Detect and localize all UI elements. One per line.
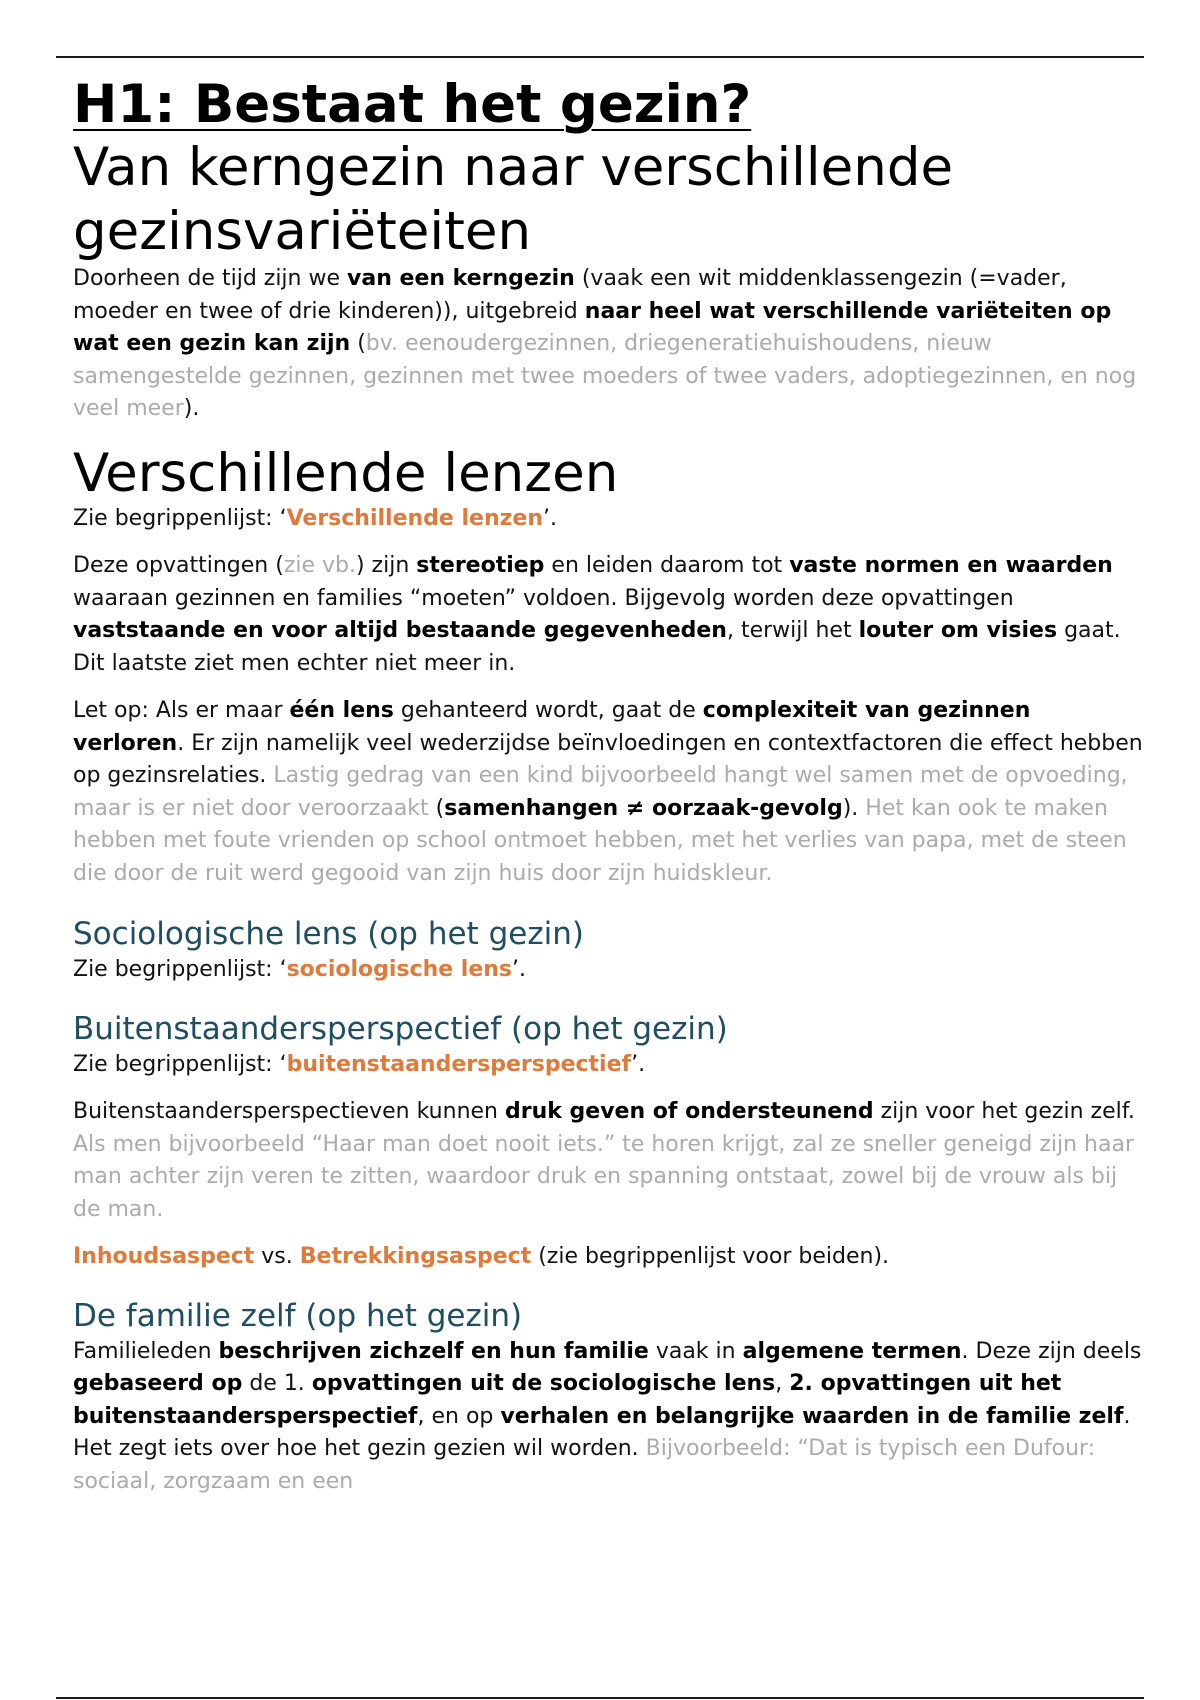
glossary-reference — [73, 954, 1143, 987]
text: Deze opvattingen ( — [73, 553, 284, 578]
glossary-term: buitenstaandersperspectief — [286, 1051, 632, 1077]
section-heading-kerngezin: Van kerngezin naar verschillende gezinsvariëteiten — [73, 137, 954, 262]
example-text: zie vb. — [283, 553, 356, 578]
text: de 1. — [242, 1371, 312, 1396]
text: . Het zegt iets over hoe het gezin gezien wil worden. — [73, 1403, 1131, 1461]
text: gehanteerd wordt, gaat de — [393, 698, 703, 723]
text: gaat. Dit laatste ziet men echter niet meer in. — [73, 618, 1121, 676]
section-heading-lenzen: Verschillende lenzen — [73, 442, 619, 504]
text: . Er zijn namelijk veel wederzijdse beïnvloedingen en contextfactoren die effect hebben op gezinsrelaties. — [73, 730, 1143, 788]
bold-text: opvattingen uit de sociologische lens — [311, 1371, 776, 1396]
bold-text: 2. opvattingen uit het buitenstaandersperspectief — [73, 1371, 1062, 1429]
text: ’. — [543, 505, 558, 531]
subheading-buitenstaandersperspectief: Buitenstaandersperspectief (op het gezin) — [73, 1010, 728, 1047]
text: zijn voor het gezin zelf. — [873, 1099, 1135, 1124]
bold-text: vaste normen en waarden — [789, 553, 1113, 578]
paragraph-familie-zelf — [73, 1336, 1143, 1499]
text: ) zijn — [355, 553, 417, 578]
example-text: bv. eenoudergezinnen, driegeneratiehuishoudens, nieuw samengestelde gezinnen, gezinnen met twee moeders of twee vaders, adoptiegezinnen, en nog veel meer — [73, 331, 1137, 421]
page-title: H1: Bestaat het gezin? — [73, 74, 752, 135]
glossary-reference — [73, 1049, 1143, 1082]
text: vaak in — [648, 1338, 743, 1364]
glossary-term: Verschillende lenzen — [286, 505, 544, 531]
example-text: Als men bijvoorbeeld “Haar man doet nooit iets.” te horen krijgt, zal ze sneller geneigd zijn haar man achter zijn veren te zitten, waardoor druk en spanning ontstaat, zowel bij de vrouw als bij de man. — [73, 1131, 1135, 1222]
text: ). — [842, 795, 866, 821]
bold-text: louter om visies — [858, 618, 1058, 643]
text: Buitenstaandersperspectieven kunnen — [73, 1099, 505, 1124]
bold-text: stereotiep — [416, 553, 545, 578]
text: (zie begrippenlijst voor beiden). — [531, 1244, 890, 1269]
glossary-term: Inhoudsaspect — [73, 1244, 255, 1269]
example-text: Lastig gedrag van een kind bijvoorbeeld hangt wel samen met de opvoeding, maar is er niet door veroorzaakt — [73, 763, 1128, 821]
paragraph-kerngezin — [73, 263, 1143, 426]
bold-text: verhalen en belangrijke waarden in de familie zelf — [500, 1403, 1124, 1429]
text: waaraan gezinnen en families “moeten” voldoen. Bijgevolg worden deze opvattingen — [73, 585, 1014, 611]
subheading-sociologische-lens: Sociologische lens (op het gezin) — [73, 916, 584, 952]
bold-text: algemene termen — [742, 1338, 962, 1364]
example-text: Bijvoorbeeld: “Dat is typisch een Dufour: sociaal, zorgzaam en een — [73, 1436, 1096, 1494]
text: ’. — [631, 1051, 646, 1077]
bold-text: beschrijven zichzelf en hun familie — [218, 1338, 649, 1364]
text: Zie begrippenlijst: ‘ — [73, 957, 287, 982]
text: Familieleden — [73, 1338, 219, 1364]
text: en leiden daarom tot — [544, 553, 790, 578]
text: ’. — [512, 957, 527, 982]
paragraph-aspecten — [73, 1241, 1143, 1274]
bold-text: druk geven of ondersteunend — [505, 1099, 874, 1124]
bold-text: van een kerngezin — [347, 266, 575, 291]
text: Zie begrippenlijst: ‘ — [73, 1051, 287, 1077]
text: , — [775, 1371, 790, 1396]
text: (vaak een wit middenklassengezin (=vader, moeder en twee of drie kinderen)), uitgebreid — [73, 266, 1067, 324]
text: vs. — [254, 1244, 300, 1269]
paragraph-opvattingen — [73, 550, 1143, 680]
text: Let op: Als er maar — [73, 698, 290, 723]
paragraph-buitenstaanders — [73, 1096, 1143, 1226]
text: Doorheen de tijd zijn we — [73, 266, 348, 291]
text: . Deze zijn deels — [961, 1338, 1142, 1364]
text: Zie begrippenlijst: ‘ — [73, 505, 287, 531]
bottom-rule — [56, 1697, 1144, 1699]
text: , terwijl het — [726, 618, 859, 643]
text: ( — [350, 331, 366, 356]
paragraph-let-op — [73, 695, 1143, 890]
subheading-familie-zelf: De familie zelf (op het gezin) — [73, 1297, 523, 1334]
bold-text: complexiteit van gezinnen verloren — [73, 698, 1031, 756]
text: , en op — [417, 1403, 501, 1429]
bold-text: één lens — [289, 698, 394, 723]
glossary-term: Betrekkingsaspect — [299, 1244, 532, 1269]
glossary-term: sociologische lens — [286, 957, 513, 982]
text: ). — [183, 396, 200, 421]
text: ( — [428, 795, 445, 821]
bold-text: samenhangen ≠ oorzaak-gevolg — [444, 795, 843, 821]
top-rule — [56, 56, 1144, 58]
glossary-reference — [73, 503, 1143, 536]
bold-text: gebaseerd op — [73, 1371, 243, 1396]
bold-text: vaststaande en voor altijd bestaande gegevenheden — [73, 618, 727, 643]
bold-text: naar heel wat verschillende variëteiten op wat een gezin kan zijn — [73, 298, 1112, 356]
document-page — [73, 72, 1143, 1498]
example-text: Het kan ook te maken hebben met foute vrienden op school ontmoet hebben, met het verlies van papa, met de steen die door de ruit werd gegooid van zijn huis door zijn huidskleur. — [73, 795, 1127, 886]
